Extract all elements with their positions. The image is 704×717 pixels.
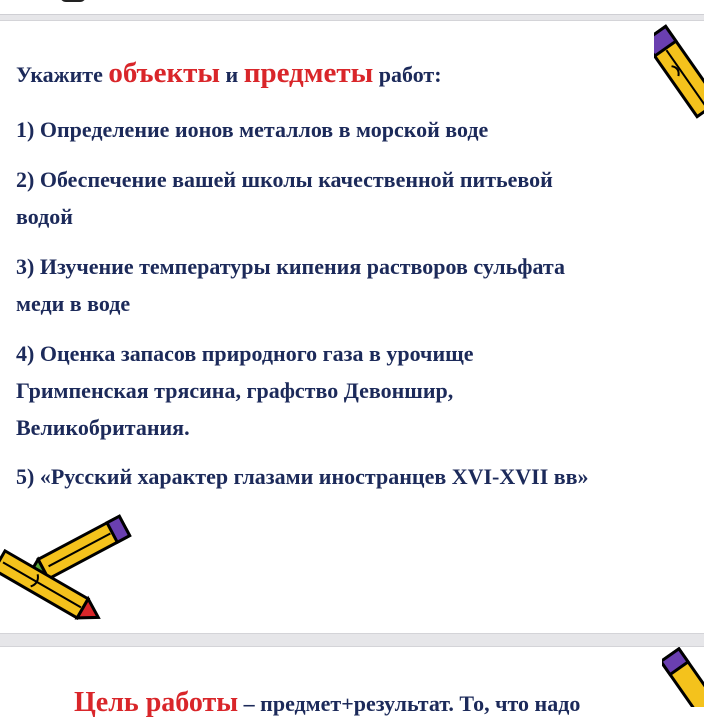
slide	[0, 20, 704, 634]
list-item-3-line-2: меди в воде	[16, 291, 131, 316]
heading-suffix: работ:	[373, 62, 442, 87]
cut-glyph-fragment	[60, 0, 86, 2]
heading-middle: и	[220, 62, 244, 87]
heading-accent-subjects: предметы	[243, 57, 374, 89]
list-item-4-line-1: 4) Оценка запасов природного газа в урочище	[16, 341, 474, 366]
list-item-2-line-2: водой	[16, 204, 73, 229]
pencils-clipart-bottom-left-icon	[0, 513, 150, 633]
list-item-2-line-1: 2) Обеспечение вашей школы качественной питьевой	[16, 167, 553, 192]
next-slide-text: – предмет+результат. То, что надо	[238, 691, 581, 716]
heading-prefix: Укажите	[16, 62, 109, 87]
slide-heading	[16, 57, 442, 90]
pencils-clipart-next-slide-icon	[662, 647, 704, 707]
list-item-2	[16, 161, 704, 235]
list-item-3-line-1: 3) Изучение температуры кипения растворов сульфата	[16, 254, 565, 279]
next-slide-title	[74, 687, 580, 717]
list-item-5-line-1: 5) «Русский характер глазами иностранцев XVI-XVII вв»	[16, 464, 589, 489]
list-item-1-line-1: 1) Определение ионов металлов в морской воде	[16, 117, 489, 142]
list-item-3	[16, 248, 704, 322]
list-item-4	[16, 335, 704, 446]
previous-slide-edge	[0, 0, 704, 15]
list-item-1	[16, 111, 704, 148]
list-item-4-line-3: Великобритания.	[16, 415, 190, 440]
list-item-4-line-2: Гримпенская трясина, графство Девоншир,	[16, 378, 454, 403]
next-slide-accent: Цель работы	[74, 687, 239, 717]
list-item-5	[16, 458, 704, 495]
next-slide	[0, 646, 704, 717]
heading-accent-objects: объекты	[108, 57, 221, 89]
